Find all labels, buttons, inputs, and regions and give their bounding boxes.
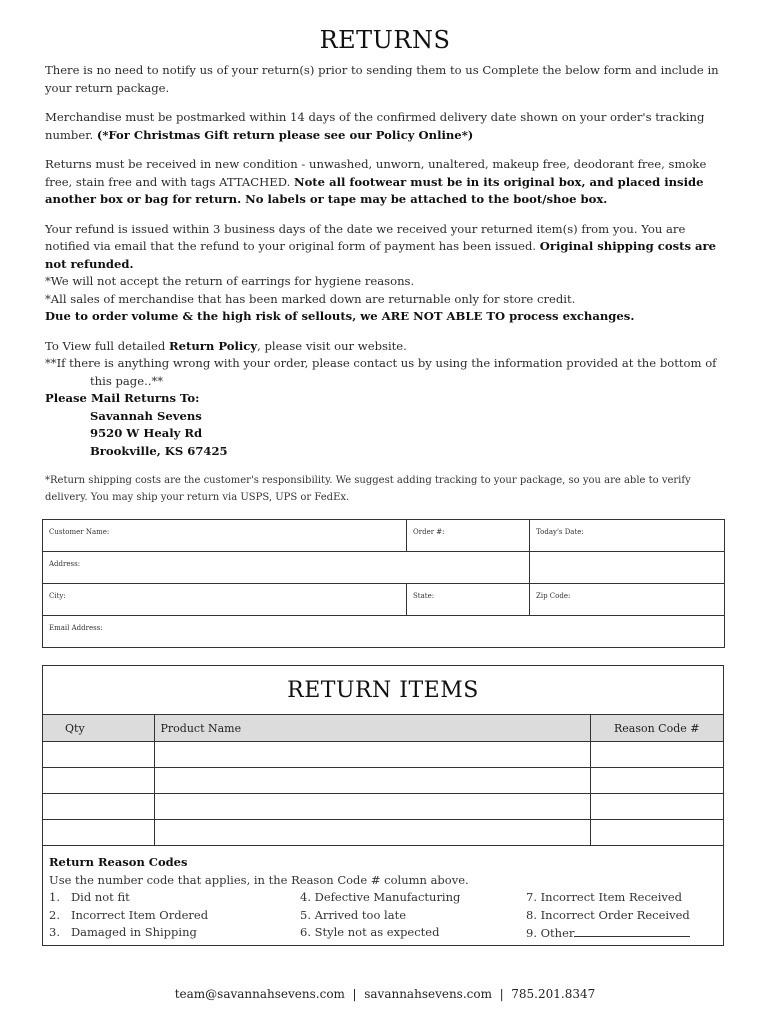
return-items-box (42, 665, 724, 946)
product-name-column-header: Product Name (154, 715, 590, 742)
reason-codes-section (43, 846, 723, 943)
reason-code-cell[interactable] (590, 794, 723, 820)
intro-paragraph-refund (45, 221, 725, 274)
city-field[interactable]: City: (43, 584, 407, 616)
mail-returns-heading: Please Mail Returns To: (45, 391, 200, 405)
reason-code-item: 8. Incorrect Order Received (526, 907, 690, 922)
address-field[interactable]: Address: (43, 552, 530, 584)
email-address-field[interactable]: Email Address: (43, 616, 725, 648)
other-label: 9. Other (526, 926, 575, 940)
reason-code-item: 7. Incorrect Item Received (526, 890, 683, 904)
order-number-field[interactable]: Order #: (407, 520, 530, 552)
policy-pre: To View full detailed (45, 338, 169, 353)
mail-address-name: Savannah Sevens (90, 408, 202, 423)
refund-text: Your refund is issued within 3 business days of the date we received your returned item(s) from you. You are notified via email that the refund to your original form of payment has been issued. (45, 221, 686, 253)
items-header-row (43, 715, 723, 742)
product-name-cell[interactable] (154, 820, 590, 846)
intro-paragraph-condition (45, 156, 725, 209)
shipping-cost-note: *Return shipping costs are the customer's responsibility. We suggest adding tracking to your package, so you are able to verify delivery. You may ship your return via USPS, UPS or FedEx. (45, 475, 691, 503)
policy-post: , please visit our website. (257, 338, 407, 353)
customer-name-field[interactable]: Customer Name: (43, 520, 407, 552)
reason-code-item: 3. Damaged in Shipping (49, 925, 197, 939)
zip-code-field[interactable]: Zip Code: (530, 584, 725, 616)
return-items-title: RETURN ITEMS (43, 666, 723, 715)
return-items-table (43, 715, 723, 846)
postmark-text: Merchandise must be postmarked within 14 days of the confirmed delivery date shown on your order's tracking number. (45, 110, 705, 142)
product-name-cell[interactable] (154, 794, 590, 820)
reason-code-column-header: Reason Code # (590, 715, 723, 742)
mail-heading-paragraph (45, 390, 725, 408)
todays-date-field[interactable]: Today's Date: (530, 520, 725, 552)
intro-paragraph-postmark (45, 109, 725, 144)
item-row (43, 820, 723, 846)
page-title: RETURNS (319, 26, 451, 54)
product-name-cell[interactable] (154, 742, 590, 768)
product-name-cell[interactable] (154, 768, 590, 794)
reason-codes-list (49, 889, 717, 943)
wrong-order-line-2: this page..** (90, 373, 164, 388)
item-row (43, 742, 723, 768)
intro-section (45, 62, 725, 506)
earrings-note: *We will not accept the return of earrings for hygiene reasons. (45, 274, 415, 288)
reason-code-item: 5. Arrived too late (300, 907, 407, 922)
exchanges-note: Due to order volume & the high risk of sellouts, we ARE NOT ABLE TO process exchanges. (45, 309, 635, 323)
intro-paragraph-notify: There is no need to notify us of your return(s) prior to sending them to us Complete the below form and include in your return package. (45, 63, 719, 95)
qty-cell[interactable] (43, 742, 154, 768)
reason-code-item: 2. Incorrect Item Ordered (49, 907, 209, 922)
other-blank-line[interactable] (574, 924, 690, 937)
mail-address-street: 9520 W Healy Rd (90, 426, 203, 440)
qty-column-header: Qty (43, 715, 154, 742)
qty-cell[interactable] (43, 768, 154, 794)
reason-codes-heading: Return Reason Codes (49, 855, 188, 869)
reason-code-cell[interactable] (590, 768, 723, 794)
footwear-note: Note all footwear must be in its original box, and placed inside another box or bag for return. No labels or tape may be attached to the boot/shoe box. (45, 174, 704, 206)
markdown-note: *All sales of merchandise that has been marked down are returnable only for store credit. (45, 291, 576, 306)
customer-info-form (42, 519, 725, 648)
reason-code-item-other (526, 924, 717, 943)
exchanges-paragraph (45, 308, 725, 326)
wrong-order-line-1: **If there is anything wrong with your order, please contact us by using the information provided at the bottom of (45, 356, 717, 370)
address-extra-field[interactable] (530, 552, 725, 584)
reason-code-item: 4. Defective Manufacturing (300, 890, 461, 904)
condition-text: Returns must be received in new condition - unwashed, unworn, unaltered, makeup free, deodorant free, smoke free, stain free and with tags ATTACHED. (45, 157, 707, 189)
qty-cell[interactable] (43, 820, 154, 846)
shipping-not-refunded: Original shipping costs are not refunded. (45, 239, 717, 271)
christmas-note: (*For Christmas Gift return please see our Policy Online*) (96, 127, 474, 142)
reason-code-cell[interactable] (590, 742, 723, 768)
item-row (43, 794, 723, 820)
contact-footer: team@savannahsevens.com | savannahsevens.com | 785.201.8347 (174, 987, 596, 1001)
reason-code-item: 6. Style not as expected (300, 925, 440, 939)
qty-cell[interactable] (43, 794, 154, 820)
reason-code-item: 1. Did not fit (49, 890, 130, 904)
item-row (43, 768, 723, 794)
reason-codes-instruction: Use the number code that applies, in the Reason Code # column above. (49, 872, 469, 887)
state-field[interactable]: State: (407, 584, 530, 616)
policy-paragraph (45, 338, 725, 356)
reason-code-cell[interactable] (590, 820, 723, 846)
return-policy-link[interactable]: Return Policy (168, 338, 258, 353)
mail-address-city: Brookville, KS 67425 (90, 443, 228, 458)
